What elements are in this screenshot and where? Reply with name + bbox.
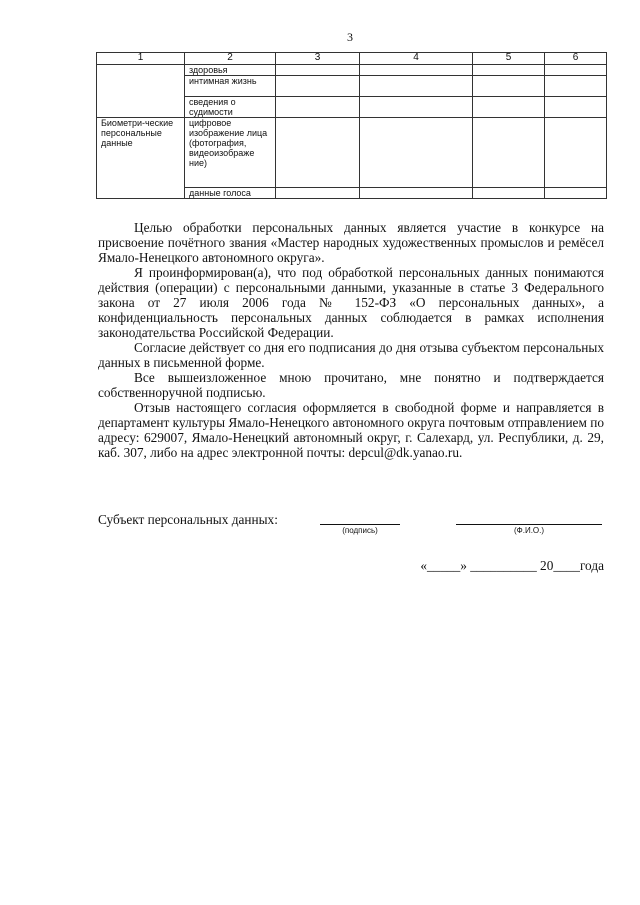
page-number: 3: [347, 30, 353, 44]
empty-cell: [545, 65, 607, 76]
empty-cell: [276, 76, 360, 97]
validity-paragraph: Согласие действует со дня его подписания до дня отзыва субъектом персональных данных в письменной форме.: [98, 340, 604, 370]
name-caption: (Ф.И.О.): [513, 526, 545, 535]
personal-data-table: [96, 52, 606, 199]
empty-cell: [276, 65, 360, 76]
item-cell: данные голоса: [185, 188, 276, 199]
empty-cell: [360, 118, 473, 188]
empty-cell: [545, 76, 607, 97]
item-cell: здоровья: [185, 65, 276, 76]
empty-cell: [276, 97, 360, 118]
column-header: 4: [360, 53, 473, 65]
processing-paragraph: Я проинформирован(а), что под обработкой персональных данных понимаются действия (операции) с персональными данными, указанные в статье 3 Федерального закона от 27 июля 2006 года № 152-ФЗ «О персональных данных», а конфиденциальность персональных данных соблюдается в рамках исполнения законодательства Российской Федерации.: [98, 265, 604, 340]
item-cell: цифровое изображение лица (фотография, видеоизображе ние): [185, 118, 276, 188]
data-grid: [96, 52, 607, 199]
column-header: 3: [276, 53, 360, 65]
empty-cell: [360, 188, 473, 199]
empty-cell: [276, 118, 360, 188]
empty-cell: [473, 118, 545, 188]
item-cell: сведения о судимости: [185, 97, 276, 118]
empty-cell: [545, 118, 607, 188]
signature-block: [98, 512, 608, 552]
confirmation-paragraph: Все вышеизложенное мною прочитано, мне понятно и подтверждается собственноручной подписью.: [98, 370, 604, 400]
empty-cell: [545, 97, 607, 118]
consent-text: [98, 220, 604, 460]
date-line: «_____» __________ 20____года: [420, 558, 604, 573]
empty-cell: [360, 76, 473, 97]
category-cell: Биометри-ческие персональные данные: [97, 118, 185, 199]
column-header: 1: [97, 53, 185, 65]
empty-cell: [473, 97, 545, 118]
withdrawal-paragraph: Отзыв настоящего согласия оформляется в свободной форме и направляется в департамент культуры Ямало-Ненецкого автономного округа почтовым отправлением по адресу: 629007, Ямало-Ненецкий автономный округ, г. Салехард, ул. Республики, д. 29, каб. 307, либо на адрес электронной почты: depcul@dk.yanao.ru.: [98, 400, 604, 460]
signature-line: [320, 524, 400, 525]
table-header-row: [97, 53, 607, 65]
table-row: [97, 118, 607, 188]
empty-cell: [360, 97, 473, 118]
column-header: 2: [185, 53, 276, 65]
item-cell: интимная жизнь: [185, 76, 276, 97]
signature-label: Субъект персональных данных:: [98, 512, 278, 527]
name-line: [456, 524, 602, 525]
empty-cell: [360, 65, 473, 76]
empty-cell: [473, 76, 545, 97]
purpose-paragraph: Целью обработки персональных данных является участие в конкурсе на присвоение почётного звания «Мастер народных художественных промыслов и ремёсел Ямало-Ненецкого автономного округа».: [98, 220, 604, 265]
column-header: 6: [545, 53, 607, 65]
signature-caption: (подпись): [342, 526, 378, 535]
category-cell: [97, 65, 185, 118]
column-header: 5: [473, 53, 545, 65]
empty-cell: [473, 65, 545, 76]
empty-cell: [276, 188, 360, 199]
table-row: [97, 65, 607, 76]
empty-cell: [473, 188, 545, 199]
empty-cell: [545, 188, 607, 199]
